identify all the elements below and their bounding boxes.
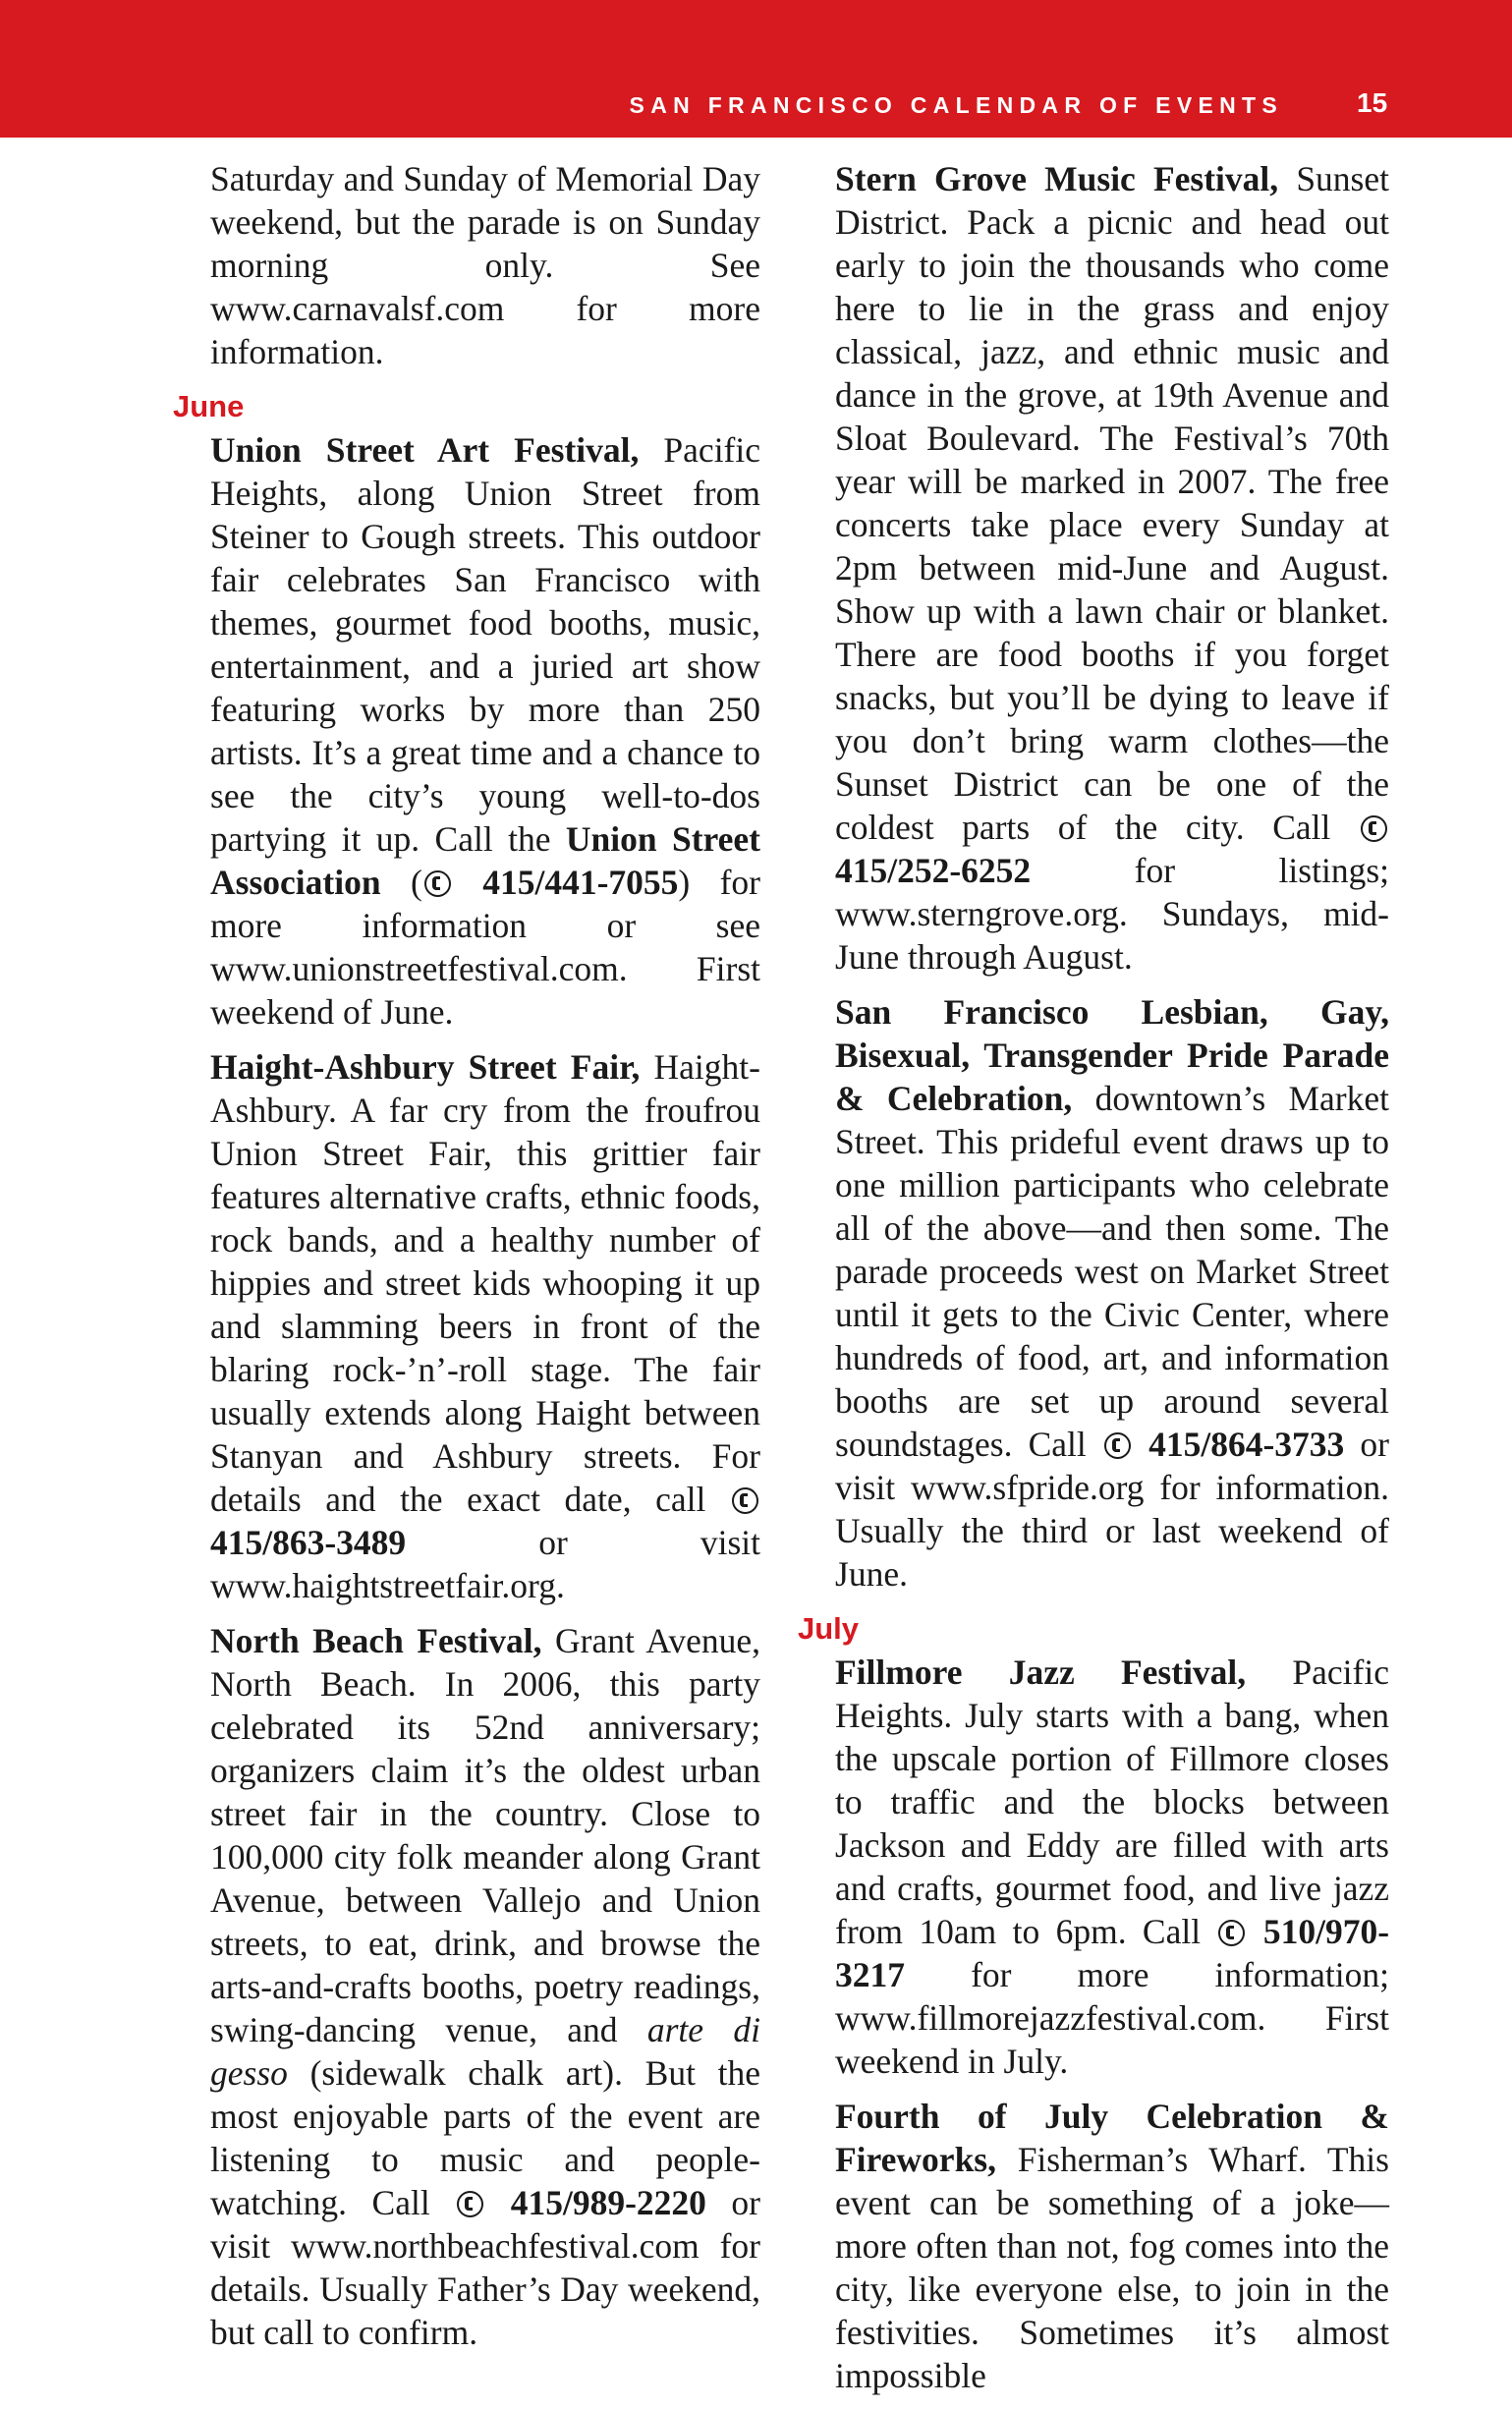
- phone-number: 415/252-6252: [835, 851, 1032, 890]
- entry-text: downtown’s Market Street. This prideful event draws up to one million participants who celebrate all of the above—and then some. The parade proceeds west on Market Street until it gets to the Civic Center, where hundreds of food, art, and information booths are set up around several soundstages. Call: [835, 1079, 1389, 1464]
- entry-text: Sunset District. Pack a picnic and head out early to join the thousands who come here to lie in the grass and enjoy classical, jazz, and ethnic music and dance in the grove, at 19th Avenue and Sloat Boulevard. The Festival’s 70th year will be marked in 2007. The free concerts take place every Sunday at 2pm between mid-June and August. Show up with a lawn chair or blanket. There are food booths if you forget snacks, but you’ll be dying to leave if you don’t bring warm clothes—the Sunset District can be one of the coldest parts of the city. Call: [835, 159, 1389, 847]
- entry-title: Fillmore Jazz Festival,: [835, 1653, 1247, 1692]
- intro-text: Saturday and Sunday of Memorial Day weekend, but the parade is on Sunday morning only. See www.carnavalsf.com for more information.: [210, 159, 760, 371]
- phone-icon: [732, 1487, 758, 1514]
- header-title: SAN FRANCISCO CALENDAR OF EVENTS: [629, 92, 1283, 118]
- entry-title: Fourth of July Celebration & Fireworks,: [835, 2097, 1389, 2179]
- entry-title: Haight-Ashbury Street Fair,: [210, 1047, 641, 1087]
- month-heading-july: July: [798, 1611, 860, 1646]
- entry-fillmore-jazz-festival: [835, 1651, 1389, 2083]
- entry-text: for more information; www.fillmorejazzfestival.com. First weekend in July.: [835, 1955, 1389, 2081]
- entry-text: (sidewalk chalk art). But the most enjoyable parts of the event are listening to music and people-watching. Call: [210, 2053, 760, 2222]
- entry-text: Haight-Ashbury. A far cry from the froufrou Union Street Fair, this grittier fair features alternative crafts, ethnic foods, rock bands, and a healthy number of hippies and street kids whooping it up and slamming beers in front of the blaring rock-’n’-roll stage. The fair usually extends along Haight between Stanyan and Ashbury streets. For details and the exact date, call: [210, 1047, 760, 1519]
- entry-text: or visit www.haightstreetfair.org.: [210, 1523, 760, 1605]
- month-heading-june: June: [173, 389, 245, 423]
- entry-union-street-art-festival: [210, 428, 760, 1034]
- entry-text: ) for more information or see www.unionstreetfestival.com. First weekend of June.: [210, 863, 761, 1032]
- entry-title: Union Street Art Festival,: [210, 430, 640, 470]
- phone-number: 415/864-3733: [1148, 1425, 1345, 1464]
- entry-text: for listings; www.sterngrove.org. Sundays, mid-June through August.: [835, 851, 1389, 977]
- entry-title: North Beach Festival,: [210, 1621, 542, 1660]
- entry-title: Stern Grove Music Festival,: [835, 159, 1279, 198]
- entry-title: San Francisco Lesbian, Gay, Bisexual, Transgender Pride Parade & Celebration,: [835, 992, 1389, 1118]
- entry-text: Pacific Heights. July starts with a bang, when the upscale portion of Fillmore closes to traffic and the blocks between Jackson and Eddy are filled with arts and crafts, gourmet food, and live jazz from 10am to 6pm. Call: [835, 1653, 1389, 1951]
- phone-icon: [1104, 1432, 1131, 1459]
- phone-icon: [424, 870, 451, 897]
- entry-text: or visit www.northbeachfestival.com for details. Usually Father’s Day weekend, but call to confirm.: [210, 2183, 760, 2352]
- running-header: [0, 0, 1512, 138]
- entry-text: Pacific Heights, along Union Street from Steiner to Gough streets. This outdoor fair celebrates San Francisco with themes, gourmet food booths, music, entertainment, and a juried art show featuring works by more than 250 artists. It’s a great time and a chance to see the city’s young well-to-dos partying it up. Call the: [210, 430, 760, 859]
- phone-number: 415/863-3489: [210, 1523, 407, 1562]
- entry-haight-ashbury-street-fair: [210, 1045, 760, 1607]
- phone-number: 415/441-7055: [482, 863, 679, 902]
- entry-pride-parade: [835, 990, 1389, 1596]
- left-column: [173, 157, 761, 2366]
- entry-italic-text: arte di gesso: [210, 2010, 760, 2093]
- entry-fourth-of-july: [835, 2095, 1389, 2397]
- entry-text: Grant Avenue, North Beach. In 2006, this party celebrated its 52nd anniversary; organizers claim it’s the oldest urban street fair in the country. Close to 100,000 city folk meander along Grant Avenue, between Vallejo and Union streets, to eat, drink, and browse the arts-and-crafts booths, poetry readings, swing-dancing venue, and: [210, 1621, 760, 2049]
- right-column: [798, 157, 1390, 2409]
- phone-number: 415/989-2220: [510, 2183, 706, 2222]
- entry-text: (: [380, 863, 422, 902]
- entry-text: Fisherman’s Wharf. This event can be something of a joke—more often than not, fog comes into the city, like everyone else, to join in the festivities. Sometimes it’s almost impossible: [835, 2140, 1389, 2395]
- phone-icon: [1218, 1920, 1245, 1946]
- phone-icon: [457, 2191, 483, 2217]
- entry-text: or visit www.sfpride.org for information. Usually the third or last weekend of June.: [835, 1425, 1389, 1594]
- phone-icon: [1361, 815, 1387, 842]
- entry-north-beach-festival: [210, 1619, 760, 2354]
- page-number: 15: [1357, 87, 1388, 118]
- memorial-day-continuation: [210, 157, 760, 373]
- entry-bold-text: Union Street Association: [210, 819, 760, 902]
- entry-stern-grove-music-festival: [835, 157, 1389, 979]
- phone-number: 510/970-3217: [835, 1912, 1390, 1994]
